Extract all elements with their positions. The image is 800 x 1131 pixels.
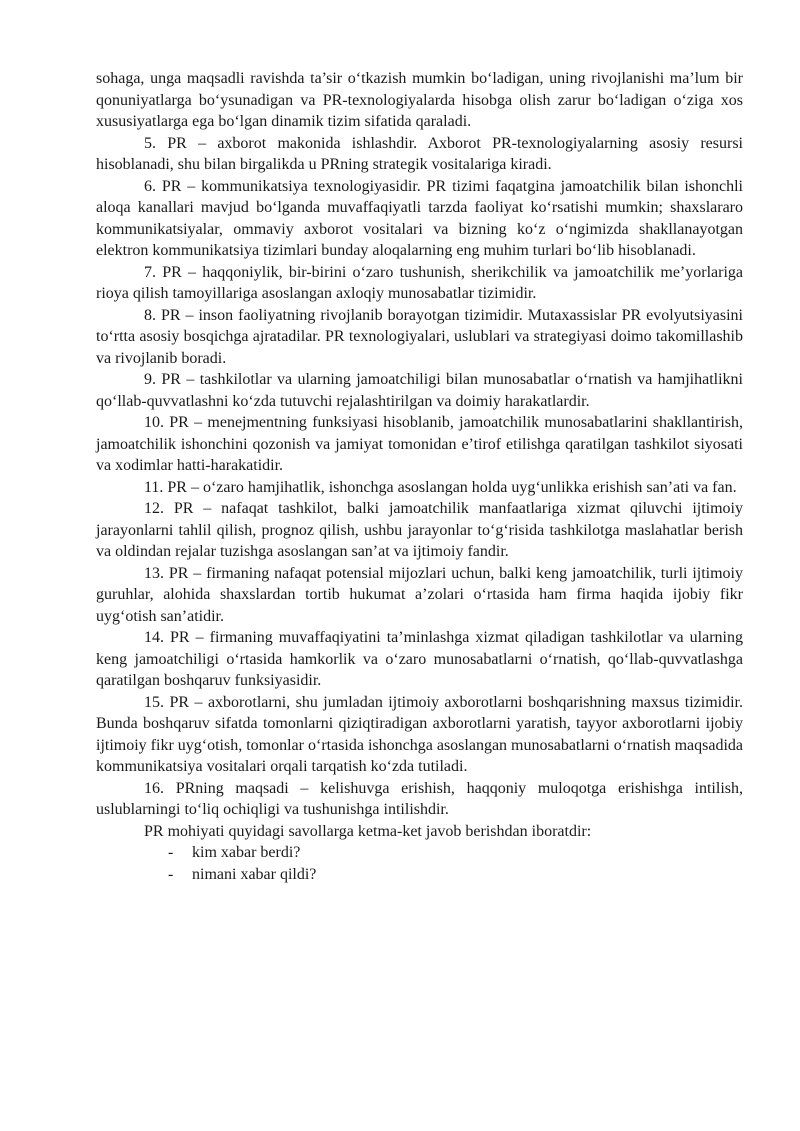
paragraph: 12. PR – nafaqat tashkilot, balki jamoatchilik manfaatlariga xizmat qiluvchi ijtimoiy jarayonlarni tahlil qilish, prognoz qilish, ushbu jarayonlar to‘g‘risida tashkilotga maslahatlar berish va oldindan rejalar tuzishga asoslangan san’at va ijtimoiy fandir. <box>96 500 743 560</box>
list-item-text: nimani xabar qildi? <box>192 865 317 883</box>
list-item-text: kim xabar berdi? <box>192 844 301 861</box>
document-page <box>96 68 743 885</box>
paragraph: 5. PR – axborot makonida ishlashdir. Axborot PR-texnologiyalarning asosiy resursi hisoblanadi, shu bilan birgalikda u PRning strategik vositalariga kiradi. <box>96 134 743 173</box>
body-text <box>96 68 743 842</box>
paragraph: 6. PR – kommunikatsiya texnologiyasidir. PR tizimi faqatgina jamoatchilik bilan ishonchli aloqa kanallari mavjud bo‘lganda muvaffaqiyatli tarzda faoliyat ko‘rsatishi mumkin; shaxslararo kommunikatsiyalar, ommaviy axborot vositalari va bizning ko‘z o‘ngimizda shakllanayotgan elektron kommunikatsiya tizimlari bunday aloqalarning eng muhim turlari bo‘lib hisoblanadi. <box>96 177 743 259</box>
paragraph: 14. PR – firmaning muvaffaqiyatini ta’minlashga xizmat qiladigan tashkilotlar va ularning keng jamoatchiligi o‘rtasida hamkorlik va o‘zaro munosabatlarni o‘rnatish, qo‘llab-quvvatlashga qaratilgan boshqaruv funksiyasidir. <box>96 629 743 689</box>
question-list <box>96 842 743 885</box>
dash-bullet-icon: - <box>168 865 174 883</box>
paragraph: PR mohiyati quyidagi savollarga ketma-ket javob berishdan iboratdir: <box>144 822 592 840</box>
paragraph: 7. PR – haqqoniylik, bir-birini o‘zaro tushunish, sherikchilik va jamoatchilik me’yorlariga rioya qilish tamoyillariga asoslangan axloqiy munosabatlar tizimidir. <box>96 263 743 302</box>
paragraph: 13. PR – firmaning nafaqat potensial mijozlari uchun, balki keng jamoatchilik, turli ijtimoiy guruhlar, alohida shaxslardan tortib hukumat a’zolari o‘rtasida ham firma haqida ijobiy fikr uyg‘otish san’atidir. <box>96 564 743 625</box>
dash-bullet-icon: - <box>168 844 174 861</box>
list-item <box>96 864 743 886</box>
paragraph: sohaga, unga maqsadli ravishda ta’sir o‘tkazish mumkin bo‘ladigan, uning rivojlanishi ma’lum bir qonuniyatlarga bo‘ysunadigan va PR-texnologiyalarda hisobga olish zarur bo‘ladigan o‘ziga xos xususiyatlarga ega bo‘lgan dinamik tizim sifatida qaraladi. <box>96 70 743 130</box>
paragraph: 10. PR – menejmentning funksiyasi hisoblanib, jamoatchilik munosabatlarini shakllantirish, jamoatchilik ishonchini qozonish va jamiyat tomonidan e’tirof etilishga qaratilgan tashkilot siyosati va xodimlar hatti-harakatidir. <box>96 414 743 474</box>
paragraph: 16. PRning maqsadi – kelishuvga erishish, haqqoniy muloqotga erishishga intilish, uslublarningi to‘liq ochiqligi va tushunishga intilishdir. <box>96 779 743 818</box>
paragraph: 8. PR – inson faoliyatning rivojlanib borayotgan tizimidir. Mutaxassislar PR evolyutsiyasini to‘rtta asosiy bosqichga ajratadilar. PR texnologiyalari, uslublari va strategiyasi doimo takomillashib va rivojlanib boradi. <box>96 306 743 367</box>
paragraph: 9. PR – tashkilotlar va ularning jamoatchiligi bilan munosabatlar o‘rnatish va hamjihatlikni qo‘llab-quvvatlashni ko‘zda tutuvchi rejalashtirilgan va doimiy harakatlardir. <box>96 371 743 410</box>
list-item <box>96 842 743 864</box>
paragraph: 15. PR – axborotlarni, shu jumladan ijtimoiy axborotlarni boshqarishning maxsus tizimidir. Bunda boshqaruv sifatda tomonlarni qiziqtiradigan axborotlarni yaratish, tayyor axborotlarni ijobiy ijtimoiy fikr uyg‘otish, tomonlar o‘rtasida ishonchga asoslangan munosabatlarni o‘rnatish maqsadida kommunikatsiya vositalari orqali tarqatish ko‘zda tutiladi. <box>96 693 743 775</box>
paragraph: 11. PR – o‘zaro hamjihatlik, ishonchga asoslangan holda uyg‘unlikka erishish san’ati va fan. <box>144 478 737 496</box>
